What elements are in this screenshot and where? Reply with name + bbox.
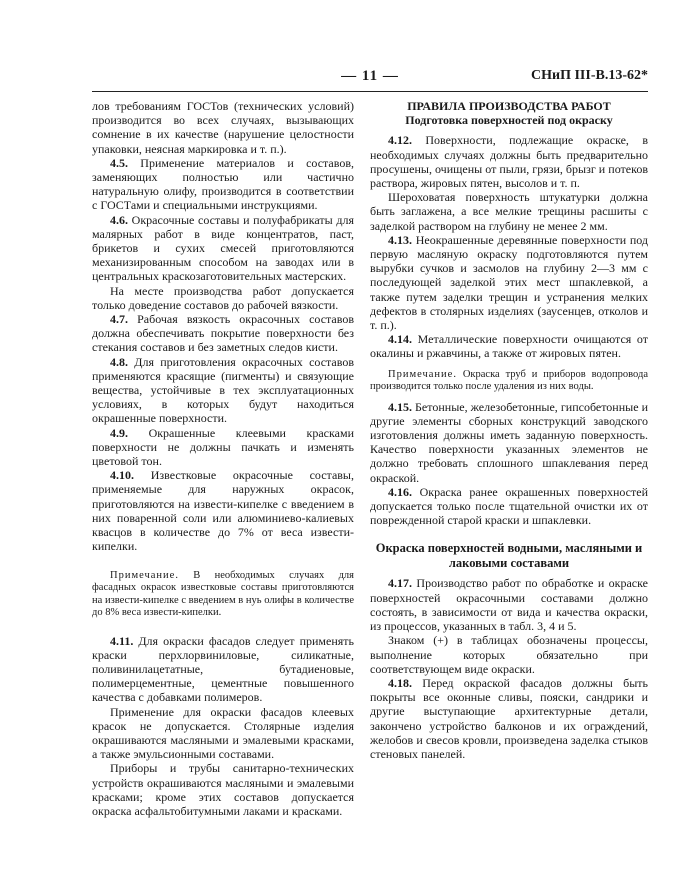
- clause-4-11-paragraph-3: Приборы и трубы санитарно-технических устройств окрашиваются масляными и эмалевыми красками; кроме этих составов допускается окраска асфальтобитумными лаками и красками.: [92, 761, 354, 818]
- right-column: [370, 99, 648, 761]
- clause-4-9: 4.9. Окрашенные клеевыми красками поверхности не должны пачкать и изменять цветовой тон.: [92, 425, 354, 469]
- section-subheading: Подготовка поверхностей под окраску: [405, 113, 613, 128]
- clause-4-6-paragraph-2: На месте производства работ допускается только доведение составов до рабочей вязкости.: [92, 283, 354, 312]
- spacer: [370, 527, 648, 541]
- note-water-pipes: Примечание. Окраска труб и приборов водопровода производится только после удаления из них воды.: [370, 368, 648, 393]
- section-heading: ПРАВИЛА ПРОИЗВОДСТВА РАБОТ: [407, 99, 611, 113]
- clause-4-11-paragraph-2: Применение для окраски фасадов клеевых красок не допускается. Столярные изделия окрашиваются масляными и эмалевыми красками, а также эмульсионными составами.: [92, 704, 354, 762]
- clause-4-13: 4.13. Неокрашенные деревянные поверхности под первую масляную окраску подготовляются путем вырубки сучков и засмолов на глубину 2—3 мм с последующей заделкой этих мест шпаклевкой, а также путем заделки трещин и устранения мелких дефектов в столярных изделиях (заусенцев, отколов и т. п.).: [370, 232, 648, 333]
- note-lime-compositions: Примечание. В необходимых случаях для фасадных окрасок известковые составы приготовляются на извести-кипелке с введением в нуь олифы в количестве до 8% веса извести-кипелки.: [92, 569, 354, 618]
- clause-4-12: 4.12. Поверхности, подлежащие окраске, в необходимых случаях должны быть предварительно просушены, очищены от пыли, грязи, брызг и потеков раствора, жировых пятен, высолов и т. п.: [370, 133, 648, 191]
- clause-4-7: 4.7. Рабочая вязкость окрасочных составов должна обеспечивать покрытие поверхности без стекания составов и без заметных следов кисти.: [92, 312, 354, 355]
- clause-4-12-paragraph-2: Шероховатая поверхность штукатурки должна быть заглажена, а все мелкие трещины расшиты с заделкой раствором на глубину не менее 2 мм.: [370, 190, 648, 233]
- clause-4-17-paragraph-2: Знаком (+) в таблицах обозначены процессы, выполнение которых обязательно при соответствующем виде окраски.: [370, 633, 648, 676]
- paragraph-continuation: лов требованиям ГОСТов (технических условий) производится во всех случаях, вызывающих сомнение в их качестве (нарушение целостности упаковки, неясная маркировка и т. п.).: [92, 99, 354, 156]
- clause-4-5: 4.5. Применение материалов и составов, заменяющих полностью или частично натуральную олифу, производится в соответствии с ГОСТами и специальными инструкциями.: [92, 155, 354, 213]
- spacer: [92, 620, 354, 634]
- clause-4-18: 4.18. Перед окраской фасадов должны быть покрыты все оконные сливы, пояски, сандрики и другие выступающие архитектурные детали, закончено устройство балконов и их ограждений, желобов и свесов кровли, произведена заделка стыков стеновых панелей.: [370, 675, 648, 761]
- clause-4-14: 4.14. Металлические поверхности очищаются от окалины и ржавчины, а также от жировых пятен.: [370, 332, 648, 361]
- subsection-heading: Окраска поверхностей водными, масляными и лаковыми составами: [375, 541, 643, 570]
- spacer: [370, 361, 648, 367]
- left-column: [92, 99, 354, 818]
- document-code: СНиП III-В.13-62*: [531, 68, 648, 83]
- clause-4-8: 4.8. Для приготовления окрасочных составов применяются красящие (пигменты) и связующие вещества, устойчивые в тех эксплуатационных условиях, в которых будут находиться окрашенные поверхности.: [92, 354, 354, 426]
- header-rule: [92, 91, 648, 92]
- clause-4-11: 4.11. Для окраски фасадов следует применять краски перхлорвиниловые, силикатные, поливинилацетатные, бутадиеновые, полимерцементные, цементные повышенного качества с добавками полимеров.: [92, 633, 354, 705]
- page-header: [92, 68, 648, 90]
- clause-4-17: 4.17. Производство работ по обработке и окраске поверхностей окрасочными составами должно состоять, в зависимости от вида и качества окраски, из процессов, указанных в табл. 3, 4 и 5.: [370, 576, 648, 634]
- clause-4-6: 4.6. Окрасочные составы и полуфабрикаты для малярных работ в виде концентратов, паст, брикетов и сухих смесей приготовляются механизированным способом на заводах или в центральных краскозаготовительных мастерских.: [92, 212, 354, 284]
- clause-4-15: 4.15. Бетонные, железобетонные, гипсобетонные и другие элементы сборных конструкций заводского изготовления должны иметь заданную поверхность. Качество поверхности указанных элементов не должно требовать сплошного шпаклевания перед окраской.: [370, 399, 648, 485]
- spacer: [92, 554, 354, 568]
- page-number: — 11 —: [341, 68, 399, 84]
- clause-4-16: 4.16. Окраска ранее окрашенных поверхностей допускается только после тщательной очистки их от поврежденной старой краски и шпаклевки.: [370, 484, 648, 528]
- clause-4-10: 4.10. Известковые окрасочные составы, применяемые для наружных окрасок, приготовляются на извести-кипелке с введением в них поваренной соли или алюминиево-калиевых квасцов в количестве до 7% от веса извести-кипелки.: [92, 468, 354, 554]
